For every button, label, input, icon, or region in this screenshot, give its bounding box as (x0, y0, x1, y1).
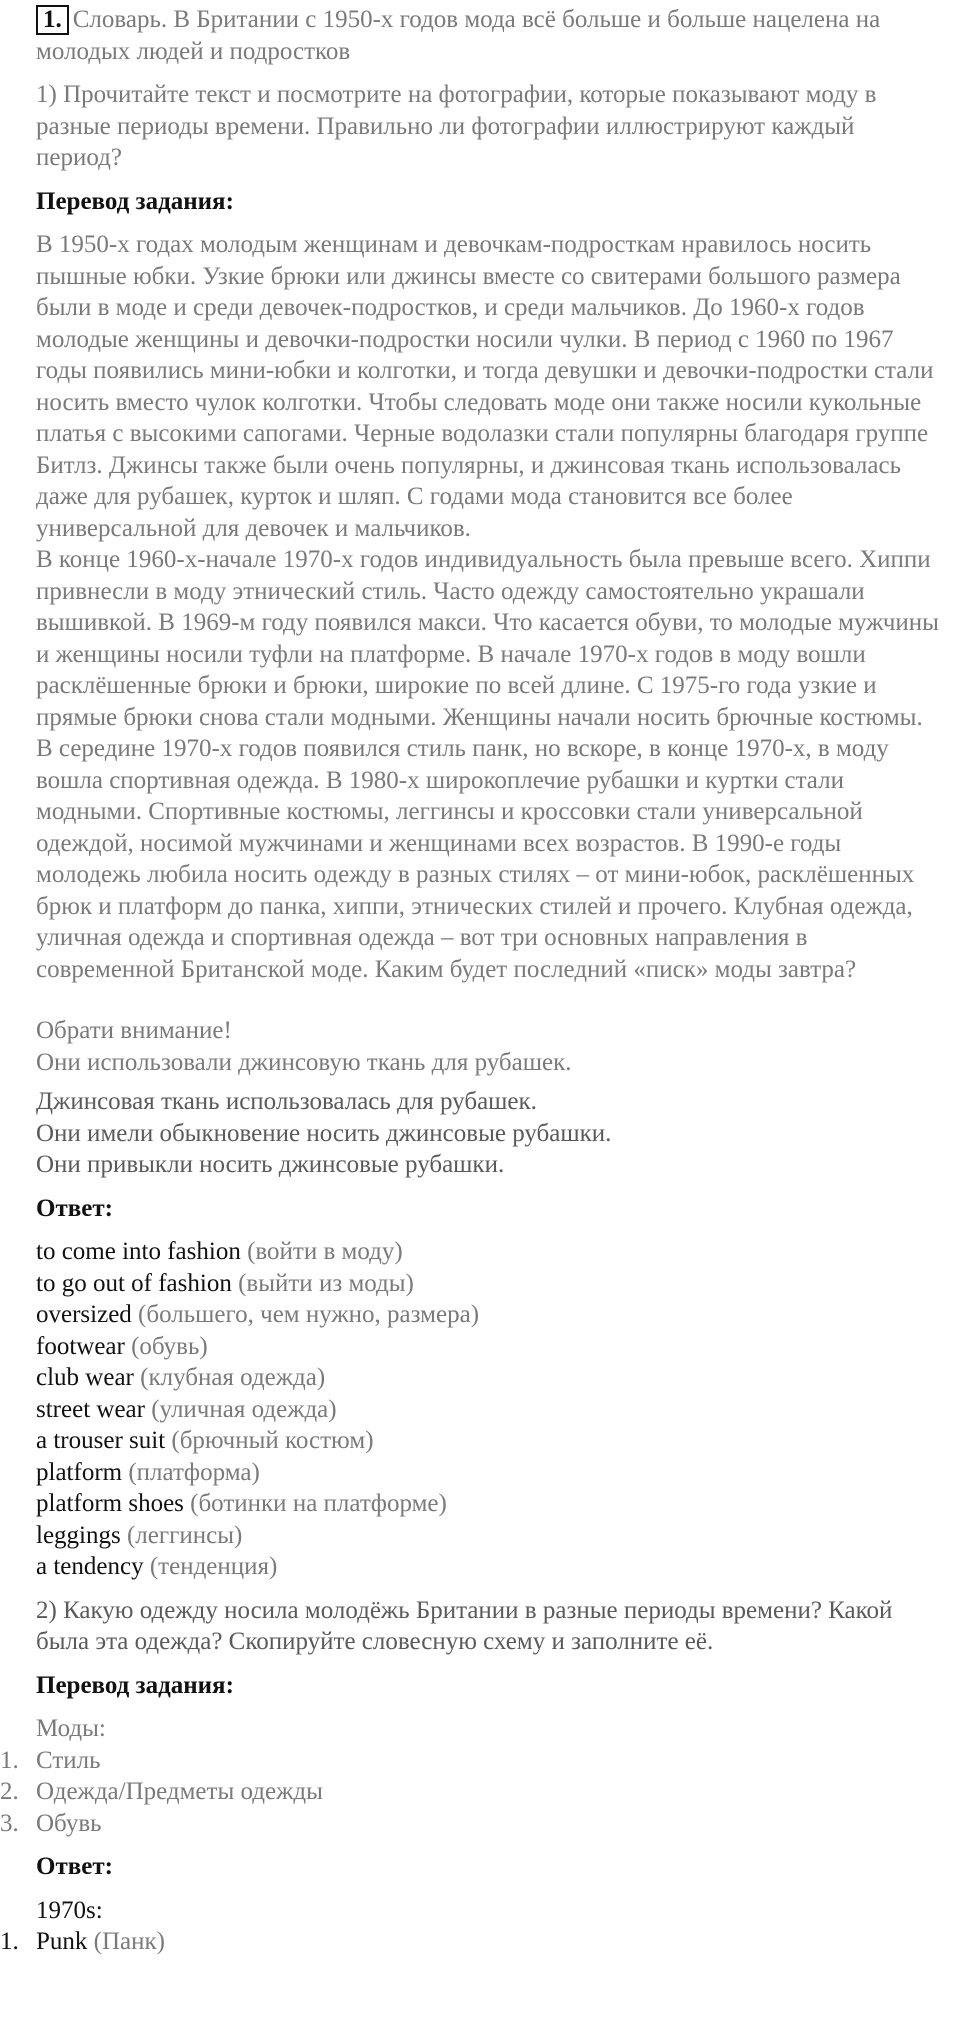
vocab-item (36, 1331, 960, 1363)
vocab-item (36, 1362, 960, 1394)
vocab-item (36, 1488, 960, 1520)
modes-list-item (0, 1776, 960, 1808)
note-line: Они имели обыкновение носить джинсовые рубашки. (36, 1119, 612, 1147)
answer-heading: Ответ: (36, 1194, 113, 1222)
vocab-en: oversized (36, 1301, 132, 1328)
answer-en: Punk (36, 1928, 88, 1955)
vocab-item (36, 1520, 960, 1552)
vocab-en: to come into fashion (36, 1238, 241, 1265)
task-number-box: 1. (36, 5, 69, 35)
note-line: Они привыкли носить джинсовые рубашки. (36, 1151, 505, 1178)
vocab-item (36, 1551, 960, 1583)
vocab-ru: (платформа) (128, 1458, 260, 1486)
list-number: 2. (0, 1778, 19, 1805)
vocab-item (36, 1236, 960, 1268)
vocab-en: a tendency (36, 1553, 144, 1580)
task-title-text: Словарь. В Британии с 1950-х годов мода всё больше и больше нацелена на молодых людей и подростков (36, 6, 881, 65)
vocab-ru: (леггинсы) (126, 1521, 243, 1549)
vocab-ru: (уличная одежда) (151, 1395, 337, 1423)
note-heading: Обрати внимание! (36, 1017, 232, 1044)
vocab-en: to go out of fashion (36, 1269, 232, 1297)
vocab-ru: (тенденция) (149, 1553, 278, 1580)
translation-heading-2: Перевод задания: (36, 1671, 234, 1699)
task-title (36, 4, 960, 67)
vocab-en: platform shoes (36, 1490, 184, 1517)
vocab-ru: (ботинки на платформе) (190, 1490, 447, 1517)
modes-list-item (0, 1745, 960, 1777)
list-text: Одежда/Предметы одежды (36, 1778, 323, 1805)
vocab-ru: (большего, чем нужно, размера) (138, 1301, 480, 1328)
note-line: Джинсовая ткань использовалась для рубашек. (36, 1088, 537, 1115)
vocab-ru: (выйти из моды) (238, 1269, 414, 1297)
list-number: 1. (0, 1746, 19, 1774)
note-line: Они использовали джинсовую ткань для рубашек. (36, 1048, 572, 1076)
vocab-item (36, 1394, 960, 1426)
task1-instruction: 1) Прочитайте текст и посмотрите на фотографии, которые показывают моду в разные периоды времени. Правильно ли фотографии иллюстрируют каждый период? (36, 81, 877, 171)
list-number: 1. (0, 1928, 19, 1955)
task2-instruction: 2) Какую одежду носила молодёжь Британии в разные периоды времени? Какой была эта одежда? Скопируйте словесную схему и заполните её. (36, 1596, 893, 1655)
vocab-list (36, 1236, 960, 1583)
vocab-item (36, 1457, 960, 1489)
modes-label: Моды: (36, 1715, 106, 1742)
vocab-ru: (войти в моду) (247, 1238, 403, 1265)
answer-period: 1970s: (36, 1896, 103, 1924)
modes-list (0, 1745, 960, 1840)
answer-list-item (0, 1926, 960, 1958)
vocab-item (36, 1425, 960, 1457)
vocab-ru: (клубная одежда) (140, 1364, 326, 1391)
vocab-item (36, 1268, 960, 1300)
vocab-item (36, 1299, 960, 1331)
answer-heading-2: Ответ: (36, 1853, 113, 1880)
vocab-ru: (брючный костюм) (171, 1427, 374, 1454)
translation-paragraph-1: В 1950-х годах молодым женщинам и девочкам-подросткам нравилось носить пышные юбки. Узкие брюки или джинсы вместе со свитерами большого размера были в моде и среди девочек-подростков, и среди мальчиков. До 1960-х годов молодые женщины и девочки-подростки носили чулки. В период с 1960 по 1967 годы появились мини-юбки и колготки, и тогда девушки и девочки-подростки стали носить вместо чулок колготки. Чтобы следовать моде они также носили кукольные платья с высокими сапогами. Черные водолазки стали популярны благодаря группе Битлз. Джинсы также были очень популярны, и джинсовая ткань использовалась даже для рубашек, курток и шляп. С годами мода становится все более универсальной для девочек и мальчиков. (36, 231, 934, 542)
answer-ru: (Панк) (93, 1928, 165, 1955)
translation-paragraph-2: В конце 1960-х-начале 1970-х годов индивидуальность была превыше всего. Хиппи привнесли в моду этнический стиль. Часто одежду самостоятельно украшали вышивкой. В 1969-м году появился макси. Что касается обуви, то молодые мужчины и женщины носили туфли на платформе. В начале 1970-х годов в моду вошли расклёшенные брюки и брюки, широкие по всей длине. С 1975-го года узкие и прямые брюки снова стали модными. Женщины начали носить брючные костюмы. В середине 1970-х годов появился стиль панк, но вскоре, в конце 1970-х, в моду вошла спортивная одежда. В 1980-х широкоплечие рубашки и куртки стали модными. Спортивные костюмы, леггинсы и кроссовки стали универсальной одеждой, носимой мужчинами и женщинами всех возрастов. В 1990-е годы молодежь любила носить одежду в разных стилях – от мини-юбок, расклёшенных брюк и платформ до панка, хиппи, этнических стилей и прочего. Клубная одежда, уличная одежда и спортивная одежда – вот три основных направления в современной Британской моде. Каким будет последний «писк» моды завтра? (36, 546, 939, 983)
vocab-en: footwear (36, 1332, 125, 1360)
answer-list (0, 1926, 960, 1958)
vocab-en: street wear (36, 1395, 145, 1423)
list-text: Стиль (36, 1746, 101, 1774)
vocab-en: leggings (36, 1521, 121, 1549)
list-number: 3. (0, 1809, 19, 1837)
vocab-en: a trouser suit (36, 1427, 166, 1454)
vocab-en: platform (36, 1458, 123, 1486)
modes-list-item (0, 1808, 960, 1840)
vocab-ru: (обувь) (131, 1332, 208, 1360)
vocab-en: club wear (36, 1364, 134, 1391)
translation-heading: Перевод задания: (36, 187, 234, 215)
list-text: Обувь (36, 1809, 102, 1837)
